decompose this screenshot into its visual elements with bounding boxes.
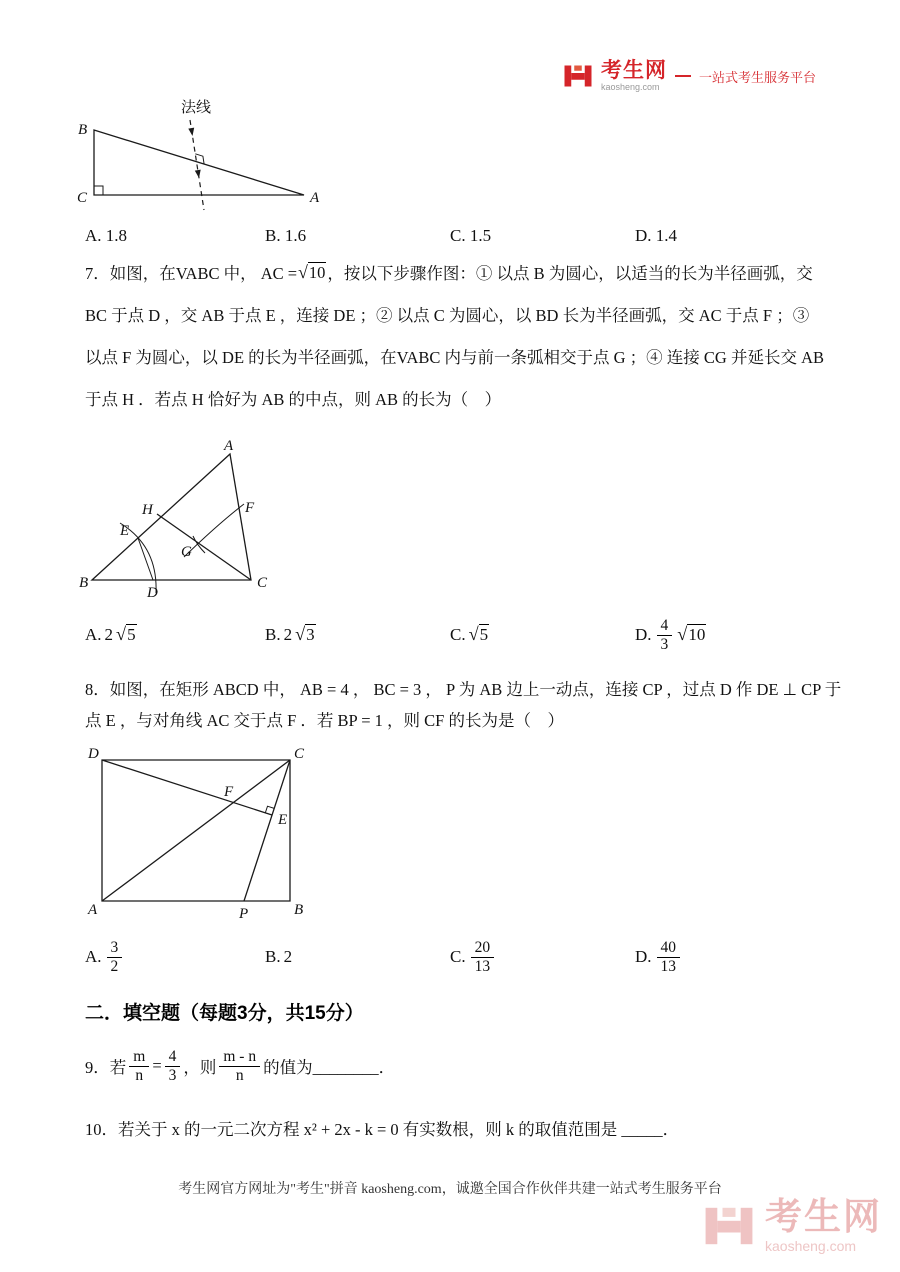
q7-option-c [450, 612, 489, 658]
q7-option-a [85, 612, 137, 658]
q7-figure [78, 440, 288, 605]
q10-line: 10．若关于 x 的一元二次方程 x² + 2x - k = 0 有实数根，则 k 的取值范围是 _____． [85, 1120, 680, 1139]
vertex-label-c: C [257, 575, 268, 591]
q7-option-b [265, 612, 316, 658]
point-label-e: E [278, 812, 288, 828]
vertex-label-a: A [224, 438, 234, 454]
vertex-label-d: D [88, 746, 99, 762]
q6-option-a: A. 1.8 [85, 226, 128, 245]
vertex-label-b: B [79, 575, 89, 591]
q9-text-1: 9．若 [85, 1058, 127, 1077]
q8-figure [82, 746, 312, 926]
brand-stack [601, 60, 667, 92]
q9-line [85, 1044, 395, 1088]
point-label-e: E [120, 523, 130, 539]
fraction-mn-n: $\frac{m - n}{n}$ [219, 1048, 260, 1085]
q6-option-d: D. 1.4 [635, 226, 678, 245]
q6-option-c: C. 1.5 [450, 226, 492, 245]
watermark-domain: kaosheng.com [765, 1238, 857, 1254]
q7-line1-suffix: ，按以下步骤作图：① 以点 B 为圆心，以适当的长为半径画弧，交 [327, 264, 813, 283]
brand-tagline: 一站式考生服务平台 [698, 69, 816, 85]
watermark-stack [765, 1198, 882, 1253]
sqrt-expression: √ 5 [116, 624, 136, 645]
q9-equals: = [152, 1056, 162, 1075]
option-label: D. [635, 625, 652, 644]
q8-option-b [265, 934, 292, 980]
vertex-label-c: C [294, 746, 305, 762]
option-coef: 2 [104, 625, 114, 644]
point-label-g: G [181, 544, 192, 560]
arrowhead-lower [195, 170, 201, 178]
q8-option-d [635, 934, 682, 980]
watermark-logo-icon [703, 1200, 755, 1252]
option-label: D. [635, 947, 652, 966]
q6-option-b: B. 1.6 [265, 226, 307, 245]
q7-text-line-2: BC 于点 D ，交 AB 于点 E ，连接 DE ；② 以点 C 为圆心，以 BD 长为半径画弧，交 AC 于点 F ；③ [85, 306, 810, 325]
sqrt-expression: √ 3 [295, 624, 315, 645]
vertex-label-a: A [310, 190, 320, 206]
q7-text-line-4: 于点 H ．若点 H 恰好为 AB 的中点，则 AB 的长为（ ） [85, 390, 502, 409]
arc-centered-c [184, 504, 244, 557]
q9-text-2: ，则 [183, 1058, 217, 1077]
normal-line-label: 法线 [180, 100, 212, 116]
q8-text-line-1: 8．如图，在矩形 ABCD 中， AB = 4 ， BC = 3 ， P 为 AB 边上一动点，连接 CP ，过点 D 作 DE ⊥ CP 于 [85, 680, 842, 699]
point-label-h: H [142, 502, 153, 518]
q8-option-c [450, 934, 496, 980]
option-label: C. [450, 947, 466, 966]
brand-divider [675, 75, 691, 77]
point-label-p: P [239, 906, 249, 922]
brand-name: 考生网 [600, 59, 667, 82]
point-label-f: F [245, 500, 255, 516]
option-coef: 2 [283, 625, 293, 644]
option-label: B. [265, 947, 281, 966]
q8-text-line-2: 点 E ，与对角线 AC 交于点 F ．若 BP = 1 ，则 CF 的长为是（ ） [85, 711, 564, 730]
line-ch [157, 514, 251, 580]
fraction-m-n: $\frac{m}{n}$ [129, 1048, 149, 1085]
q9-text-3: 的值为________． [263, 1058, 396, 1077]
brand-domain: kaosheng.com [600, 82, 660, 92]
option-label: B. [265, 625, 281, 644]
q7-text-line-3: 以点 F 为圆心，以 DE 的长为半径画弧，在VABC 内与前一条弧相交于点 G ；④ 连接 CG 并延长交 AB [85, 348, 825, 367]
footer-note: 考生网官方网址为"考生"拼音 kaosheng.com，诚邀全国合作伙伴共建一站式考生服务平台 [178, 1182, 722, 1197]
point-label-f: F [224, 784, 234, 800]
q7-option-d [635, 612, 706, 658]
sqrt-expression: √ 10 [677, 624, 706, 645]
vertex-label-b: B [294, 902, 304, 918]
fraction-4-3: $\frac{4}{3}$ [165, 1048, 181, 1085]
diagonal-ac [102, 760, 290, 901]
option-label: A. [85, 947, 102, 966]
q7-line1-prefix: 7．如图，在VABC 中， AC = [85, 264, 298, 283]
option-value: 2 [283, 947, 293, 966]
site-header [563, 60, 816, 92]
q7-text-line-1 [85, 260, 813, 284]
fraction: $\frac{3}{2}$ [107, 939, 123, 976]
right-angle-mark-c [94, 186, 103, 195]
sqrt-expression: √ 10 [298, 261, 326, 282]
option-label: A. [85, 625, 102, 644]
q6-figure [72, 98, 342, 218]
section2-title: 二．填空题（每题3分，共15分） [85, 1003, 364, 1024]
sqrt-expression: √ 5 [468, 624, 489, 645]
vertex-label-b: B [78, 122, 88, 138]
fraction: $\frac{4}{3}$ [657, 617, 673, 654]
vertex-label-c: C [77, 190, 88, 206]
line-cp [244, 760, 290, 901]
option-label: C. [450, 625, 466, 644]
point-label-d: D [147, 585, 158, 601]
kaosheng-logo-icon [563, 61, 593, 91]
fraction: $\frac{40}{13}$ [657, 939, 681, 976]
right-triangle [94, 130, 304, 195]
vertex-label-a: A [88, 902, 98, 918]
q8-option-a [85, 934, 124, 980]
watermark-brand: 考生网 [765, 1196, 882, 1237]
watermark [703, 1198, 882, 1253]
arrowhead-upper [188, 128, 194, 136]
line-de [102, 760, 272, 815]
fraction: $\frac{20}{13}$ [471, 939, 495, 976]
